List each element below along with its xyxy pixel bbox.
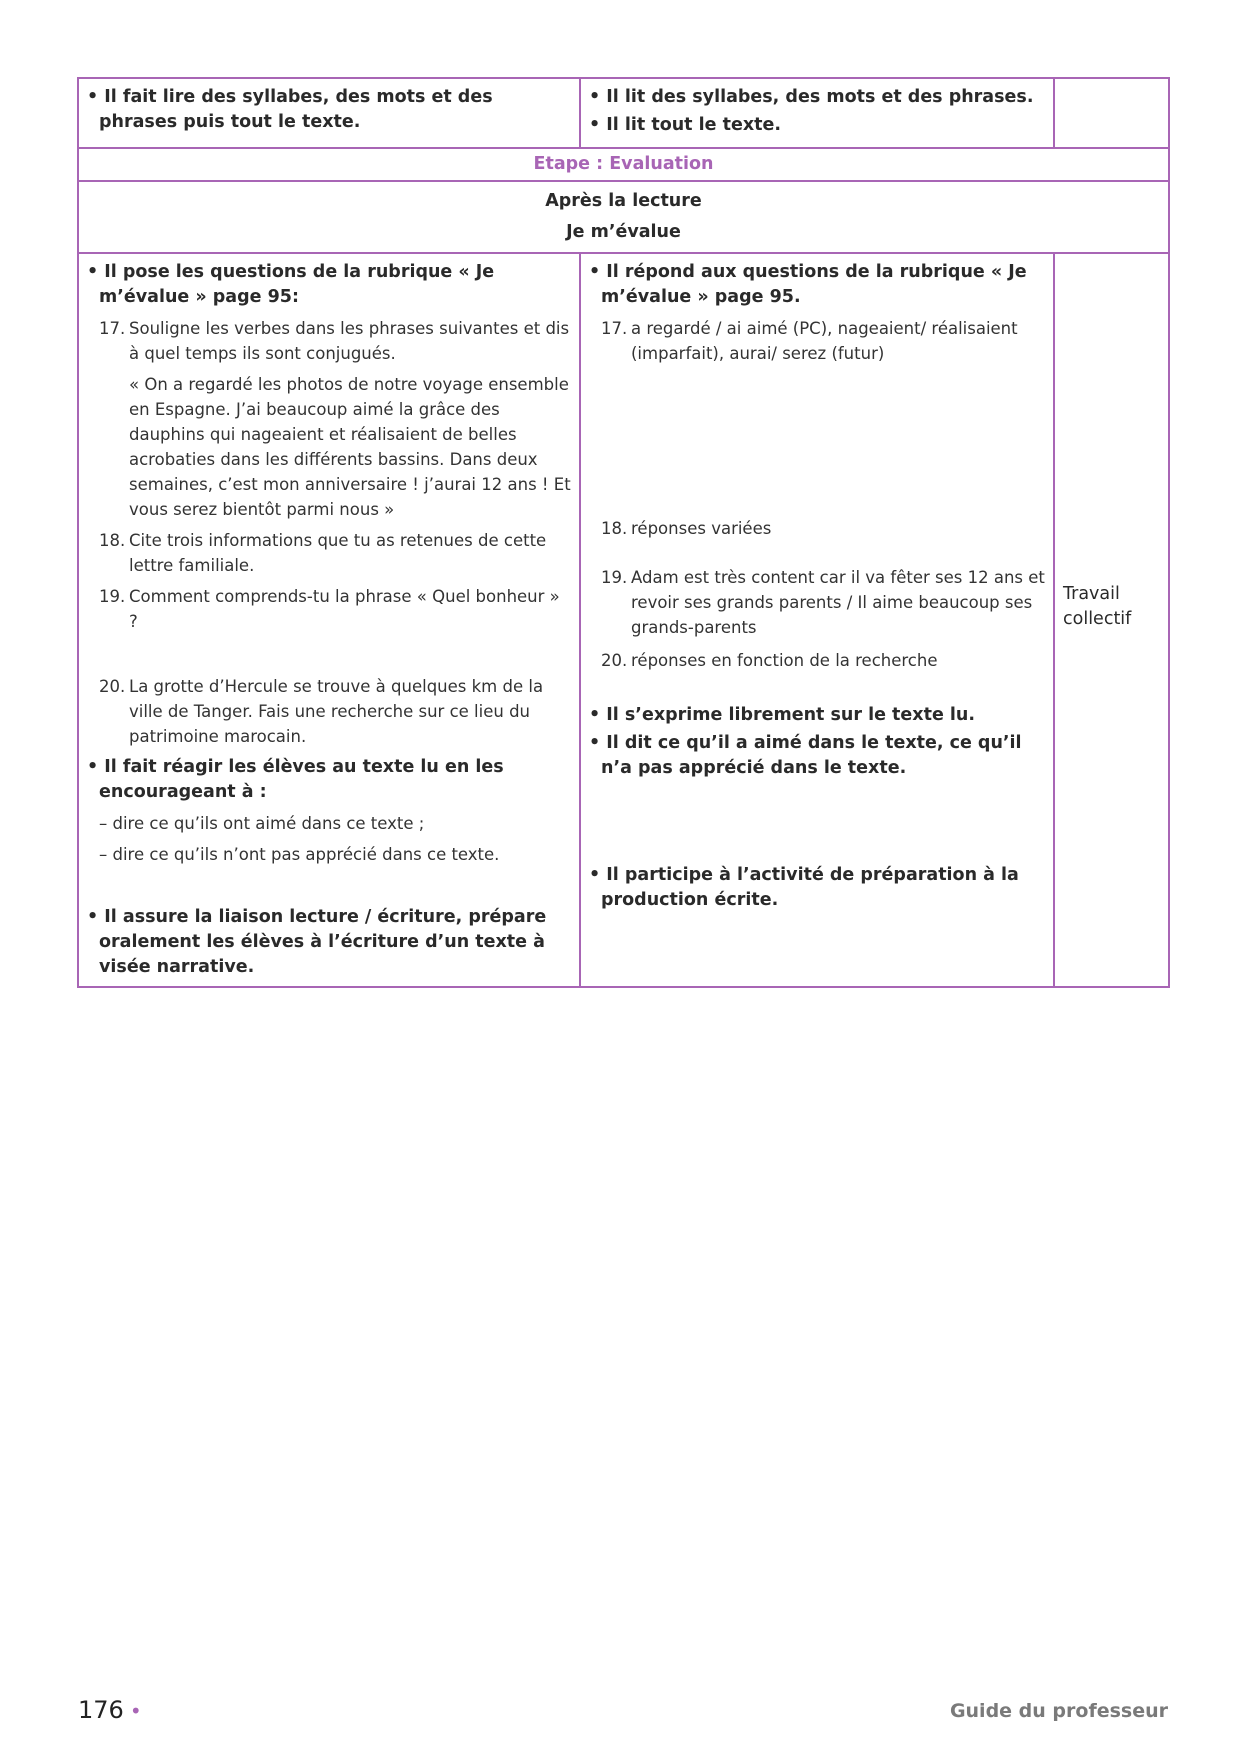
list-item: [589, 565, 1045, 640]
list-item: [589, 516, 1045, 541]
student-reading-syllables: • Il lit des syllabes, des mots et des phrases.: [589, 85, 1045, 110]
answer-text: a regardé / ai aimé (PC), nageaient/ réalisaient (imparfait), aurai/ serez (futur): [631, 319, 1018, 363]
step-label: Etape : Evaluation: [78, 148, 1169, 181]
footer-title: Guide du professeur: [949, 1700, 1168, 1722]
section-title: Après la lecture: [545, 191, 702, 211]
question-number: 18.: [99, 531, 126, 550]
bullet-dot-icon: •: [129, 1699, 142, 1723]
list-item: [589, 648, 1045, 673]
table-row: [78, 181, 1169, 253]
answer-text: réponses en fonction de la recherche: [631, 651, 938, 670]
question-text: Cite trois informations que tu as retenues de cette lettre familiale.: [129, 531, 547, 575]
list-item: [87, 316, 571, 366]
section-subtitle: Je m’évalue: [566, 222, 681, 242]
lesson-table: [77, 77, 1170, 988]
answer-number: 17.: [601, 319, 628, 338]
dash-item: – dire ce qu’ils ont aimé dans ce texte ;: [99, 811, 571, 836]
answer-number: 20.: [601, 651, 628, 670]
question-text: Souligne les verbes dans les phrases suivantes et dis à quel temps ils sont conjugués.: [129, 319, 570, 363]
section-header: [78, 181, 1169, 253]
student-cell: [580, 253, 1054, 987]
dash-item: – dire ce qu’ils n’ont pas apprécié dans ce texte.: [99, 842, 571, 867]
teacher-reading-activity: • Il fait lire des syllabes, des mots et des phrases puis tout le texte.: [87, 85, 571, 135]
table-row: [78, 78, 1169, 148]
question-number: 19.: [99, 587, 126, 606]
question-number: 17.: [99, 319, 126, 338]
student-intro: • Il répond aux questions de la rubrique « Je m’évalue » page 95.: [589, 260, 1045, 310]
student-participate: • Il participe à l’activité de préparation à la production écrite.: [589, 863, 1045, 913]
answer-number: 18.: [601, 519, 628, 538]
answer-number: 19.: [601, 568, 628, 587]
question-number: 20.: [99, 677, 126, 696]
student-cell: [580, 78, 1054, 148]
teacher-cell: [78, 253, 580, 987]
question-text: Comment comprends-tu la phrase « Quel bonheur » ?: [129, 587, 560, 631]
table-row: [78, 148, 1169, 181]
answer-text: Adam est très content car il va fêter ses 12 ans et revoir ses grands parents / Il aime beaucoup ses grands-parents: [631, 568, 1045, 637]
page-number: 176: [78, 1696, 124, 1724]
teacher-intro: • Il pose les questions de la rubrique « Je m’évalue » page 95:: [87, 260, 571, 310]
work-mode-cell: [1054, 78, 1169, 148]
list-item: [87, 674, 571, 749]
list-item: [87, 584, 571, 634]
student-reading-text: • Il lit tout le texte.: [589, 113, 1045, 138]
teacher-liaison: • Il assure la liaison lecture / écriture, prépare oralement les élèves à l’écriture d’un texte à visée narrative.: [87, 905, 571, 980]
student-liked: • Il dit ce qu’il a aimé dans le texte, ce qu’il n’a pas apprécié dans le texte.: [589, 731, 1045, 781]
answer-text: réponses variées: [631, 519, 772, 538]
table-row: [78, 253, 1169, 987]
question-text: La grotte d’Hercule se trouve à quelques km de la ville de Tanger. Fais une recherche sur ce lieu du patrimoine marocain.: [129, 677, 544, 746]
teacher-react: • Il fait réagir les élèves au texte lu en les encourageant à :: [87, 755, 571, 805]
list-item: [589, 316, 1045, 366]
work-mode-label: Travail collectif: [1054, 253, 1169, 987]
page-number-block: [78, 1696, 142, 1724]
student-express: • Il s’exprime librement sur le texte lu.: [589, 703, 1045, 728]
list-item: [87, 528, 571, 578]
teacher-cell: [78, 78, 580, 148]
quoted-passage: « On a regardé les photos de notre voyage ensemble en Espagne. J’ai beaucoup aimé la grâce des dauphins qui nageaient et réalisaient de belles acrobaties dans les différents bassins. Dans deux semaines, c’est mon anniversaire ! j’aurai 12 ans ! Et vous serez bientôt parmi nous »: [129, 375, 571, 519]
